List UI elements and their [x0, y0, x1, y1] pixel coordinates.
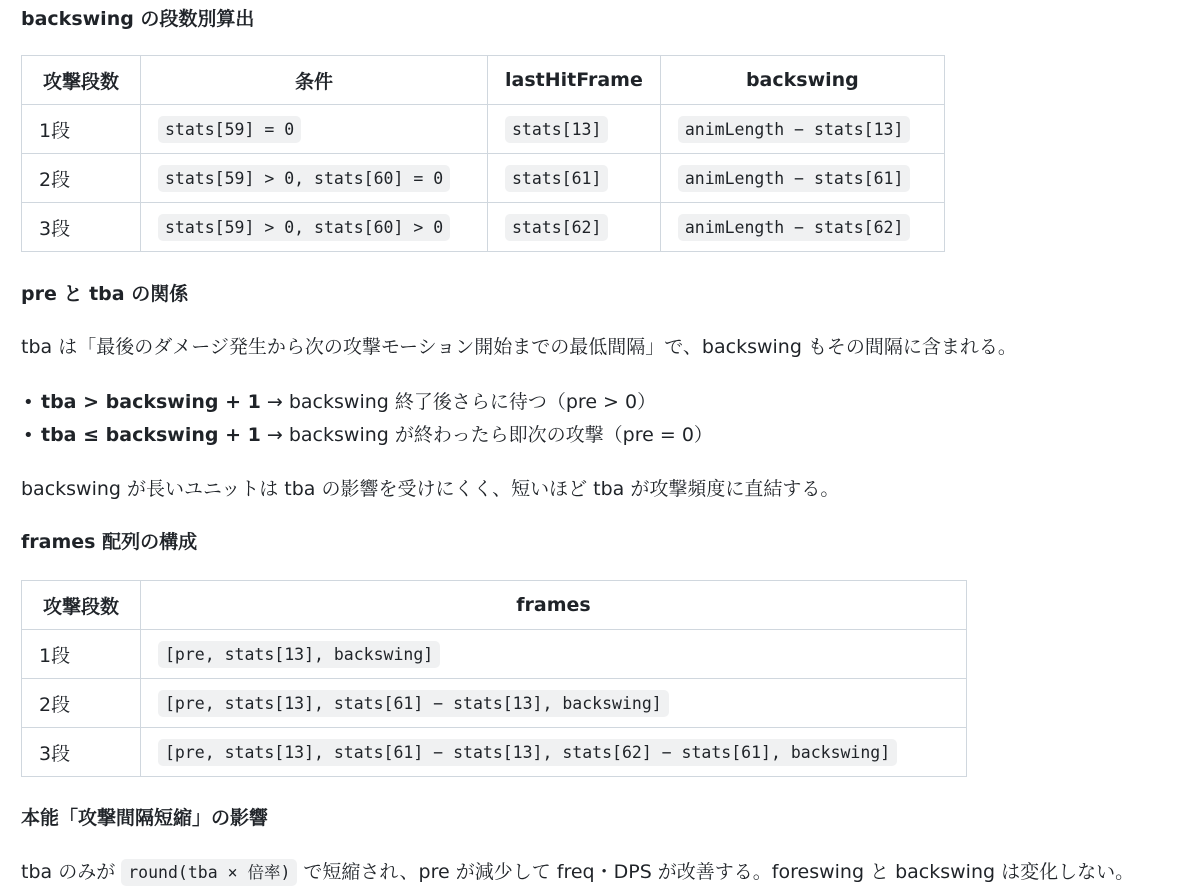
- table-row: [22, 679, 967, 728]
- table-row: [22, 154, 945, 203]
- bullet-bold: tba > backswing + 1: [41, 391, 261, 413]
- inline-code: [pre, stats[13], stats[61] − stats[13], backswing]: [158, 690, 669, 717]
- section-title-pre-tba: pre と tba の関係: [21, 283, 189, 305]
- table-cell: [141, 105, 488, 154]
- frames-table: [21, 580, 967, 777]
- table-cell: [141, 679, 967, 728]
- inline-code: stats[59] = 0: [158, 116, 301, 143]
- inline-code: stats[62]: [505, 214, 608, 241]
- table-header-row: [22, 581, 967, 630]
- table-cell: 2段: [22, 154, 141, 203]
- section-title-frames: frames 配列の構成: [21, 531, 198, 553]
- table-cell: 3段: [22, 203, 141, 252]
- inline-code: animLength − stats[13]: [678, 116, 911, 143]
- inline-code: [pre, stats[13], stats[61] − stats[13], stats[62] − stats[61], backswing]: [158, 739, 897, 766]
- table-cell: [488, 154, 661, 203]
- bullet-text: → backswing 終了後さらに待つ（pre > 0）: [260, 391, 657, 413]
- table-cell: 3段: [22, 728, 141, 777]
- list-item: [41, 386, 713, 419]
- inline-code: stats[59] > 0, stats[60] > 0: [158, 214, 450, 241]
- honno-text-after: で短縮され、pre が減少して freq・DPS が改善する。foreswing と backswing は変化しない。: [297, 861, 1135, 883]
- bullet-bold: tba ≤ backswing + 1: [41, 424, 261, 446]
- table-cell: [660, 203, 944, 252]
- table-cell: [660, 105, 944, 154]
- table-header: 攻撃段数: [22, 581, 141, 630]
- honno-description: [21, 858, 1134, 887]
- table-cell: [141, 154, 488, 203]
- table-header: 攻撃段数: [22, 56, 141, 105]
- honno-text-before: tba のみが: [21, 861, 122, 883]
- inline-code: round(tba × 倍率): [121, 859, 297, 886]
- table-cell: [141, 203, 488, 252]
- table-cell: [660, 154, 944, 203]
- table-header-row: [22, 56, 945, 105]
- section-title-backswing: backswing の段数別算出: [21, 8, 255, 30]
- inline-code: stats[61]: [505, 165, 608, 192]
- backswing-table: [21, 55, 945, 252]
- bullet-text: → backswing が終わったら即次の攻撃（pre = 0）: [260, 424, 713, 446]
- table-cell: [141, 728, 967, 777]
- table-row: [22, 203, 945, 252]
- inline-code: stats[13]: [505, 116, 608, 143]
- backswing-impact-text: backswing が長いユニットは tba の影響を受けにくく、短いほど tba が攻撃頻度に直結する。: [21, 478, 840, 500]
- table-cell: 1段: [22, 630, 141, 679]
- table-header: 条件: [141, 56, 488, 105]
- table-cell: [488, 105, 661, 154]
- inline-code: animLength − stats[61]: [678, 165, 911, 192]
- inline-code: [pre, stats[13], backswing]: [158, 641, 440, 668]
- table-cell: [488, 203, 661, 252]
- table-header: frames: [141, 581, 967, 630]
- table-cell: 1段: [22, 105, 141, 154]
- table-row: [22, 105, 945, 154]
- table-row: [22, 630, 967, 679]
- section-title-honno: 本能「攻撃間隔短縮」の影響: [21, 807, 269, 829]
- table-cell: [141, 630, 967, 679]
- inline-code: stats[59] > 0, stats[60] = 0: [158, 165, 450, 192]
- table-cell: 2段: [22, 679, 141, 728]
- table-header: backswing: [660, 56, 944, 105]
- list-item: [41, 419, 713, 452]
- table-row: [22, 728, 967, 777]
- table-header: lastHitFrame: [488, 56, 661, 105]
- tba-description: tba は「最後のダメージ発生から次の攻撃モーション開始までの最低間隔」で、backswing もその間隔に含まれる。: [21, 336, 1017, 358]
- tba-bullet-list: [21, 386, 713, 452]
- inline-code: animLength − stats[62]: [678, 214, 911, 241]
